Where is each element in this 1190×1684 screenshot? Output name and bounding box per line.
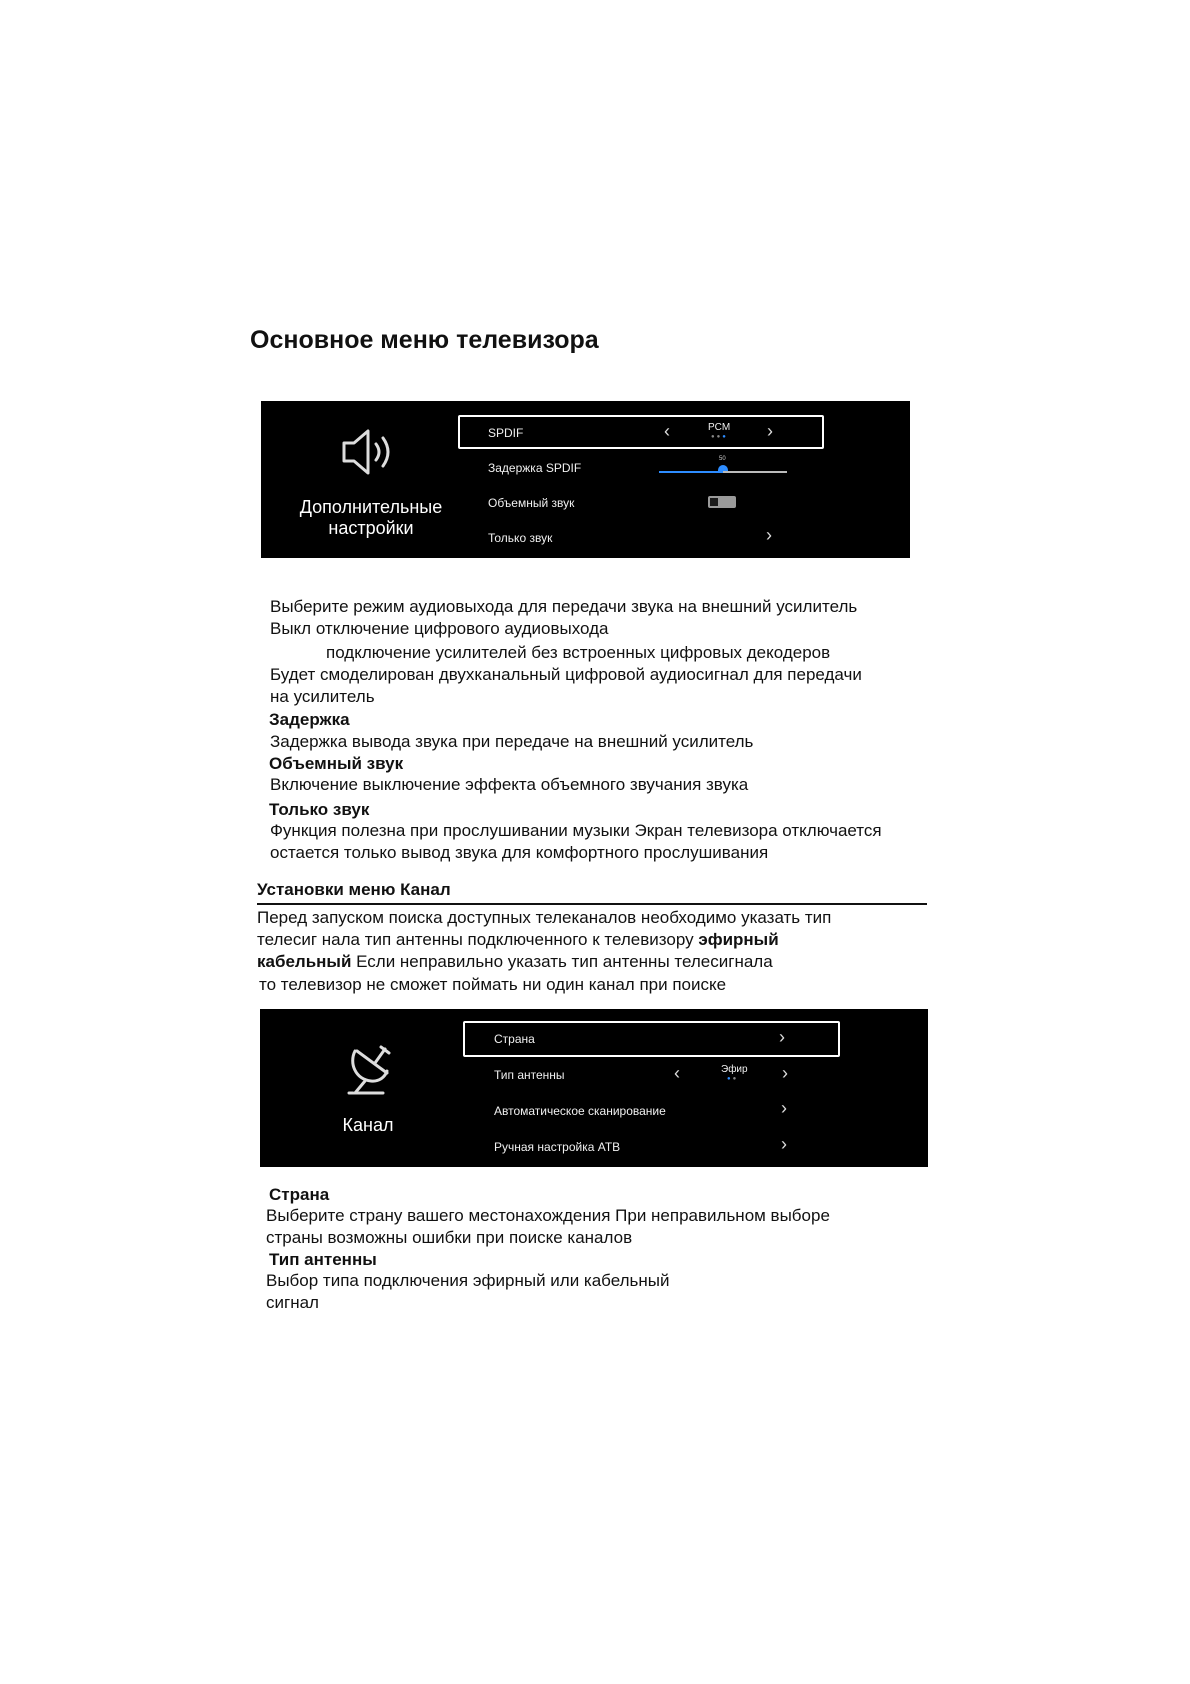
antenna-value: Эфир [721,1064,748,1075]
additional-settings-panel [261,401,910,558]
delay-value: 50 [719,456,726,462]
paragraph-text: Если неправильно указать тип антенны телесигнала [351,952,773,971]
paragraph-line: то телевизор не сможет поймать ни один канал при поиске [259,975,727,994]
panel-caption-line2: настройки [328,518,414,538]
panel-caption-line1: Дополнительные [299,497,443,517]
menu-item-antenna-type[interactable]: Тип антенны [494,1068,565,1082]
page-title: Основное меню телевизора [250,326,599,354]
divider [257,903,927,905]
section-heading: Только звук [269,800,370,819]
paragraph-line: Включение выключение эффекта объемного звучания звука [270,775,749,794]
menu-item-spdif-delay[interactable]: Задержка SPDIF [488,461,582,475]
delay-slider-fill [659,471,723,473]
section-heading: Задержка [269,710,350,729]
menu-item-manual-atv[interactable]: Ручная настройка АТВ [494,1140,621,1154]
section-heading: Объемный звук [269,754,404,773]
bold-term: кабельный [257,952,352,971]
section-heading: Тип антенны [269,1250,377,1269]
chevron-right-icon[interactable]: › [781,1098,787,1118]
paragraph-text: телесиг нала тип антенны подключенного к телевизору [257,930,699,949]
section-title: Установки меню Канал [257,880,451,899]
paragraph-line: на усилитель [270,687,375,706]
paragraph-line: Задержка вывода звука при передаче на внешний усилитель [270,732,754,751]
bold-term: эфирный [698,930,779,949]
toggle-knob [710,498,718,506]
option-dots: ●●● [711,434,728,440]
paragraph-line: Будет смоделирован двухканальный цифровой аудиосигнал для передачи [270,665,862,684]
chevron-right-icon[interactable]: › [782,1063,788,1083]
paragraph-line: Перед запуском поиска доступных телеканалов необходимо указать тип [257,908,832,927]
spdif-value: PCM [708,422,731,433]
chevron-left-icon[interactable]: ‹ [664,421,670,441]
satellite-dish-icon [345,1041,393,1097]
chevron-right-icon[interactable]: › [766,525,772,545]
menu-item-country[interactable]: Страна [494,1032,535,1046]
chevron-right-icon[interactable]: › [781,1134,787,1154]
menu-item-spdif[interactable]: SPDIF [488,426,524,440]
paragraph-line: Выбор типа подключения эфирный или кабельный [266,1271,670,1290]
chevron-left-icon[interactable]: ‹ [674,1063,680,1083]
menu-item-sound-only[interactable]: Только звук [488,531,553,545]
chevron-right-icon[interactable]: › [767,421,773,441]
speaker-icon [340,427,402,477]
surround-toggle[interactable] [708,496,736,508]
paragraph-line [257,930,779,950]
paragraph-line: Функция полезна при прослушивании музыки Экран телевизора отключается [270,821,882,840]
paragraph-line: Выберите режим аудиовыхода для передачи звука на внешний усилитель [270,597,858,616]
paragraph-line: страны возможны ошибки при поиске каналов [266,1228,633,1247]
channel-panel [260,1009,928,1167]
paragraph-line: Выкл отключение цифрового аудиовыхода [270,619,609,638]
paragraph-line: Выберите страну вашего местонахождения При неправильном выборе [266,1206,830,1225]
paragraph-line: остается только вывод звука для комфортного прослушивания [270,843,769,862]
panel-caption: Канал [342,1115,394,1135]
chevron-right-icon[interactable]: › [779,1027,785,1047]
section-heading: Страна [269,1185,330,1204]
delay-slider-knob[interactable] [718,465,728,471]
delay-slider-track[interactable] [659,471,787,473]
paragraph-line [257,952,773,972]
option-dots: ●● [727,1076,739,1082]
menu-item-surround[interactable]: Объемный звук [488,496,575,510]
paragraph-line: сигнал [266,1293,319,1312]
paragraph-line: подключение усилителей без встроенных цифровых декодеров [326,643,831,662]
panel-caption [281,497,461,539]
menu-item-auto-scan[interactable]: Автоматическое сканирование [494,1104,666,1118]
